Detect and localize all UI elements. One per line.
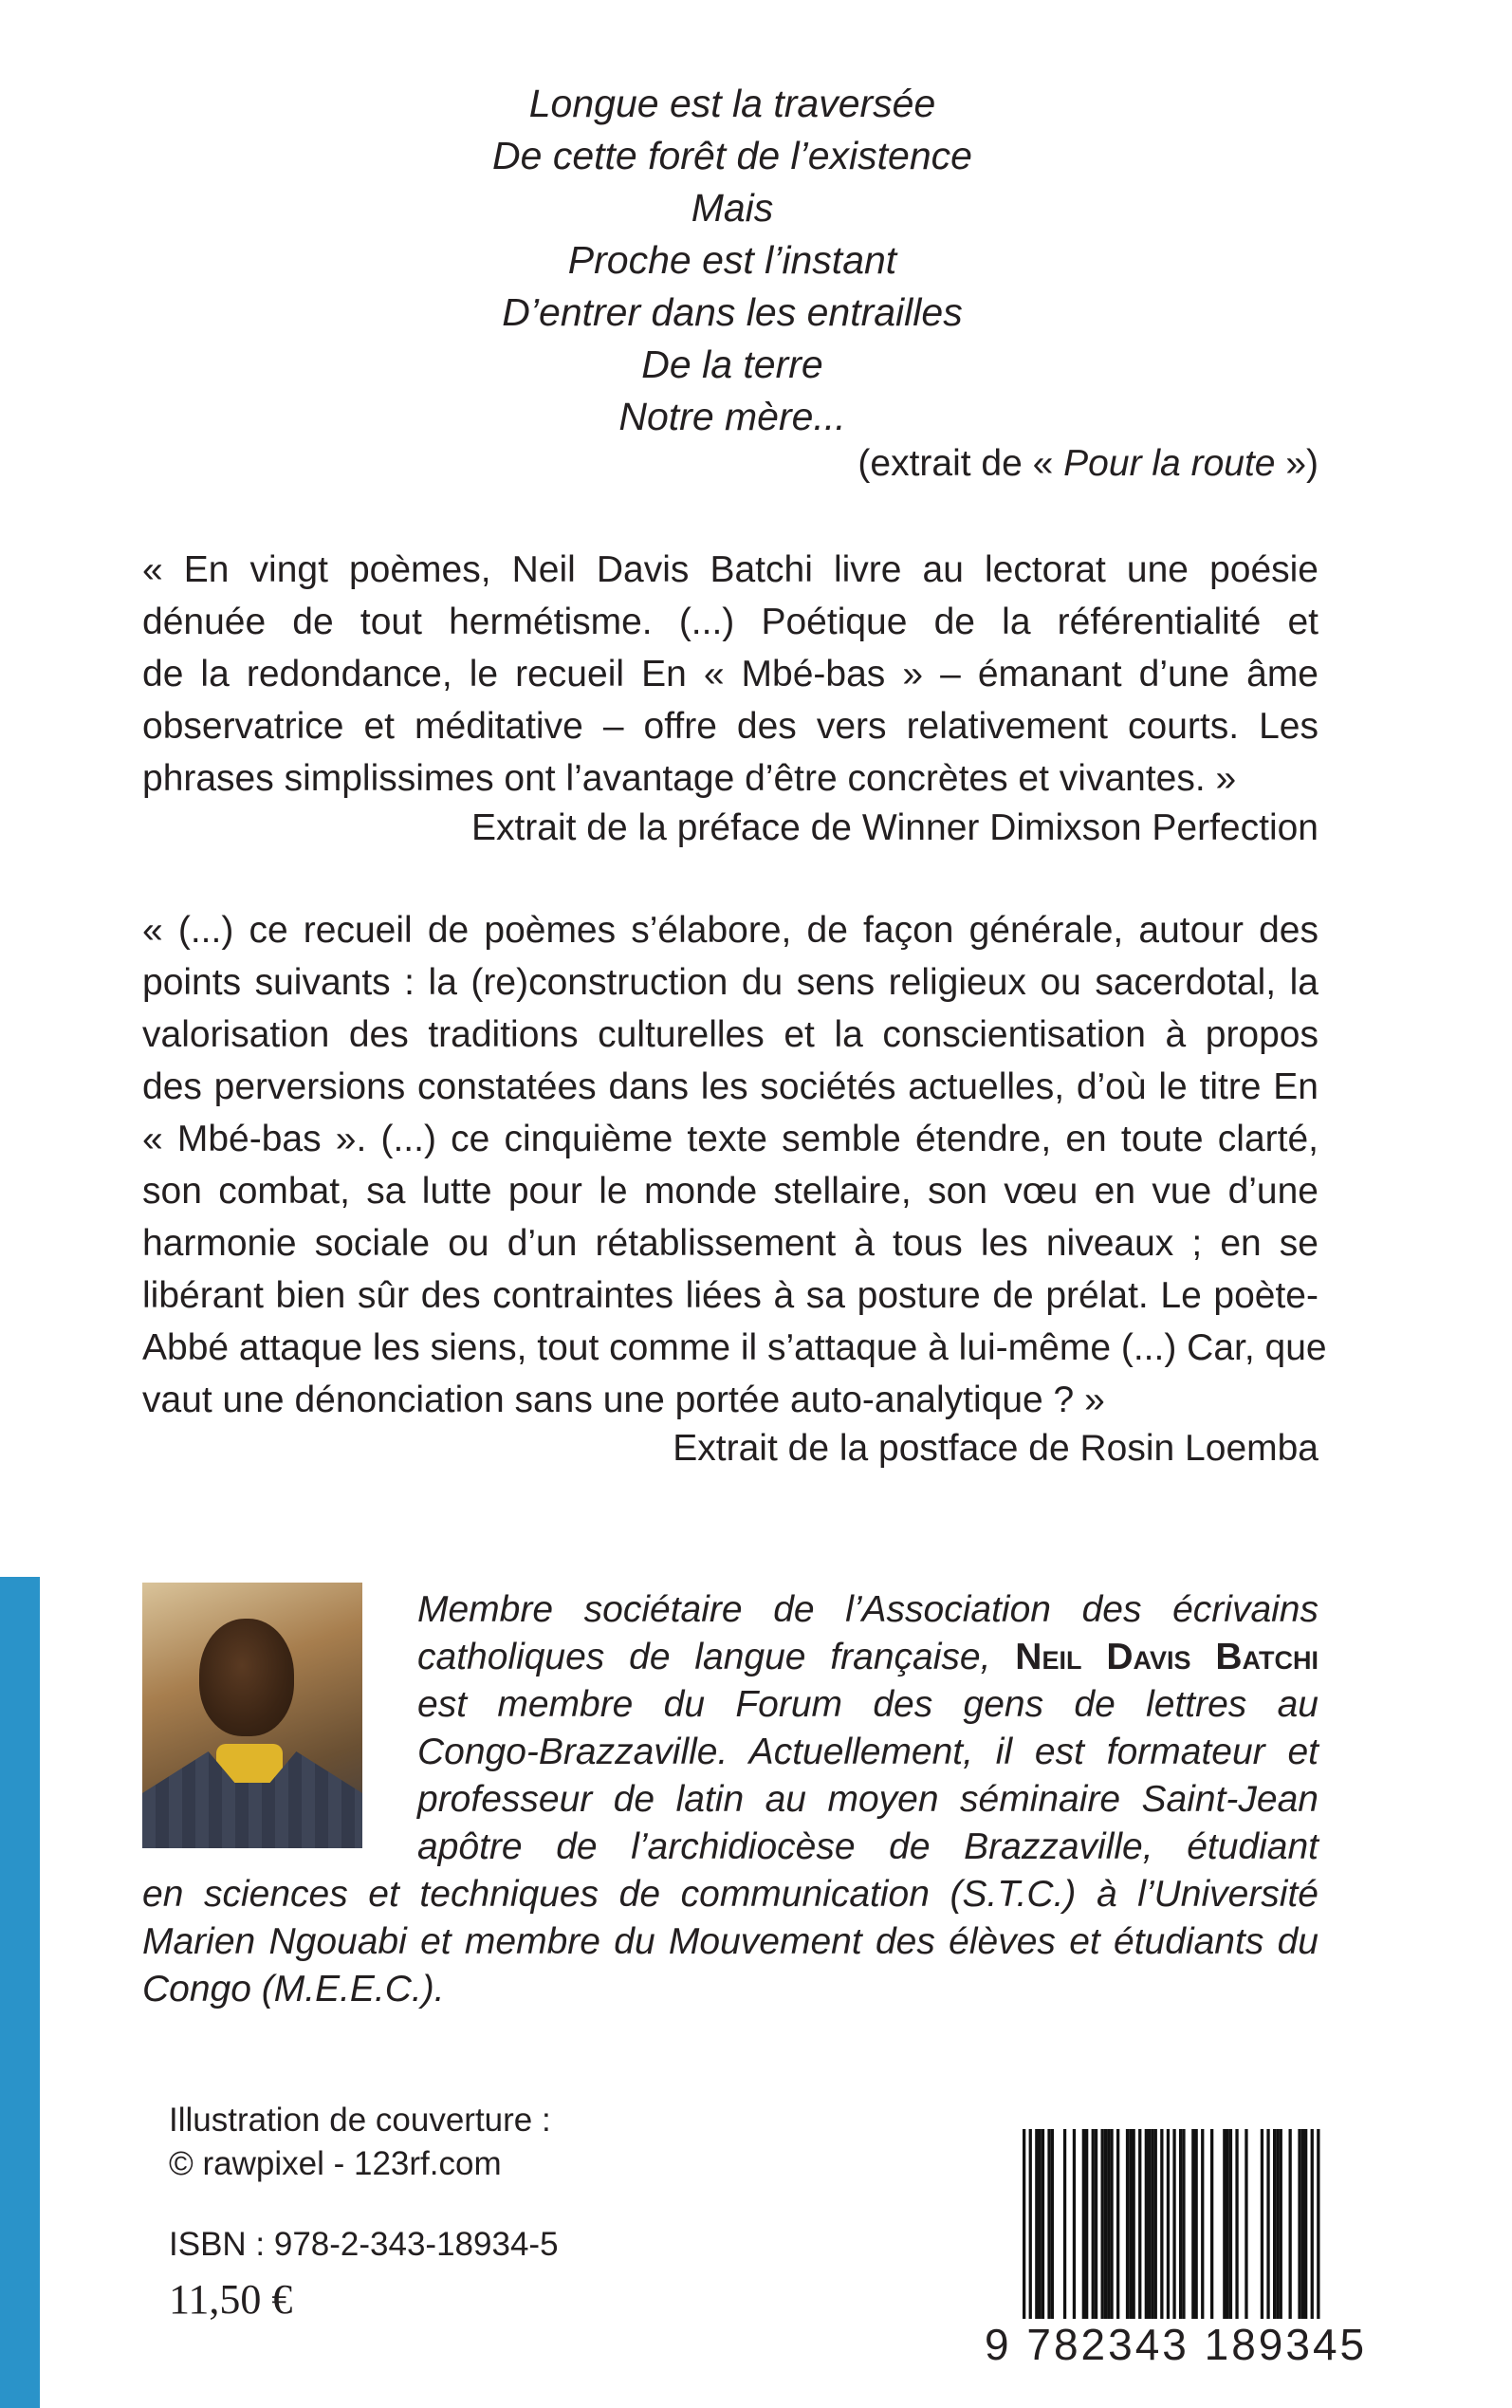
quote-line: « (...) ce recueil de poèmes s’élabore, de façon générale, autour des xyxy=(142,910,1318,951)
barcode-bar xyxy=(1289,2129,1292,2324)
barcode-bar xyxy=(1145,2129,1148,2324)
poem-source-suffix: ») xyxy=(1275,443,1318,484)
quote-line: phrases simplissimes ont l’avantage d’être concrètes et vivantes. » xyxy=(142,758,1237,799)
barcode-bar xyxy=(1201,2129,1204,2324)
quote-line: dénuée de tout hermétisme. (...) Poétique de la référentialité et xyxy=(142,602,1318,642)
barcode-bar xyxy=(1154,2129,1157,2324)
barcode-bar xyxy=(1298,2129,1300,2324)
barcode-bar xyxy=(1276,2129,1279,2324)
bio-line: apôtre de l’archidiocèse de Brazzaville, étudiant xyxy=(417,1826,1318,1867)
postface-quote xyxy=(142,904,1327,1426)
poem-source-prefix: (extrait de « xyxy=(857,443,1064,484)
isbn: ISBN : 978-2-343-18934-5 xyxy=(169,2226,559,2263)
poem-source-title: Pour la route xyxy=(1063,443,1276,484)
barcode-bar xyxy=(1107,2129,1110,2324)
barcode-bar xyxy=(1182,2129,1185,2324)
barcode-bar xyxy=(1051,2129,1054,2324)
bio-line: Congo-Brazzaville. Actuellement, il est formateur et xyxy=(417,1732,1318,1772)
barcode-bar xyxy=(1229,2129,1232,2324)
preface-quote xyxy=(142,544,1318,805)
barcode-bar xyxy=(1148,2129,1151,2324)
poem-line: De la terre xyxy=(641,343,823,386)
barcode-bar xyxy=(1179,2129,1182,2324)
barcode-bar xyxy=(1042,2129,1044,2324)
quote-line: « Mbé-bas ». (...) ce cinquième texte semble étendre, en toute clarté, xyxy=(142,1119,1318,1159)
barcode-bar xyxy=(1129,2129,1132,2324)
barcode-bar xyxy=(1160,2129,1163,2324)
poem-line: Notre mère... xyxy=(618,395,846,438)
quote-line: libérant bien sûr des contraintes liées à sa posture de prélat. Le poète- xyxy=(142,1275,1318,1316)
poem-line: Mais xyxy=(691,186,774,230)
barcode-bar xyxy=(1235,2129,1238,2324)
barcode-bar xyxy=(1095,2129,1097,2324)
author-photo xyxy=(142,1583,362,1848)
bio-line: professeur de latin au moyen séminaire Saint-Jean xyxy=(417,1779,1318,1820)
barcode-bar xyxy=(1301,2129,1304,2324)
barcode-bar xyxy=(1110,2129,1113,2324)
poem-line: Longue est la traversée xyxy=(528,82,936,125)
barcode-bar xyxy=(1266,2129,1269,2324)
barcode-bar xyxy=(1035,2129,1038,2324)
author-bio-continued xyxy=(142,1871,1318,2013)
quote-line: « En vingt poèmes, Neil Davis Batchi livre au lectorat une poésie xyxy=(142,549,1318,590)
accent-bar xyxy=(0,1577,40,2408)
barcode-bar xyxy=(1092,2129,1095,2324)
barcode-bar xyxy=(1304,2129,1307,2324)
barcode-bar xyxy=(1039,2129,1042,2324)
barcode-bar xyxy=(1133,2129,1135,2324)
barcode-bar xyxy=(1073,2129,1076,2324)
cover-credits xyxy=(169,2099,551,2186)
barcode-bar xyxy=(1116,2129,1119,2324)
barcode-digits: 9 782343 189345 xyxy=(985,2320,1368,2369)
poem-line: Proche est l’instant xyxy=(567,238,897,282)
quote-line: Abbé attaque les siens, tout comme il s’attaque à lui-même (...) Car, que xyxy=(142,1327,1327,1368)
barcode-bar xyxy=(1138,2129,1141,2324)
barcode-bar xyxy=(1226,2129,1229,2324)
quote-line: des perversions constatées dans les sociétés actuelles, d’où le titre En xyxy=(142,1066,1318,1107)
barcode-bar xyxy=(1223,2129,1226,2324)
barcode-bar xyxy=(1245,2129,1247,2324)
credits-line: Illustration de couverture : xyxy=(169,2102,551,2139)
bio-line: en sciences et techniques de communication (S.T.C.) à l’Université xyxy=(142,1874,1318,1915)
credits-line: © rawpixel - 123rf.com xyxy=(169,2145,502,2182)
postface-attribution: Extrait de la postface de Rosin Loemba xyxy=(673,1428,1318,1469)
barcode-bar xyxy=(1210,2129,1213,2324)
bio-line: catholiques de langue française, Neil Davis Batchi xyxy=(417,1637,1318,1677)
barcode-bar xyxy=(1280,2129,1282,2324)
quote-line: son combat, sa lutte pour le monde stellaire, son vœu en vue d’une xyxy=(142,1171,1318,1212)
bio-line: Membre sociétaire de l’Association des écrivains xyxy=(417,1589,1318,1630)
quote-line: de la redondance, le recueil En « Mbé-bas » – émanant d’une âme xyxy=(142,654,1318,695)
poem-line: D’entrer dans les entrailles xyxy=(502,290,963,334)
quote-line: points suivants : la (re)construction du sens religieux ou sacerdotal, la xyxy=(142,962,1318,1003)
barcode-bar xyxy=(1082,2129,1085,2324)
barcode-bar xyxy=(1151,2129,1153,2324)
barcode-bar xyxy=(1273,2129,1276,2324)
bio-line: Marien Ngouabi et membre du Mouvement des élèves et étudiants du xyxy=(142,1921,1318,1962)
poem-excerpt xyxy=(360,78,1104,443)
poem-line: De cette forêt de l’existence xyxy=(492,134,972,177)
price: 11,50 € xyxy=(169,2276,293,2323)
bio-line: est membre du Forum des gens de lettres au xyxy=(417,1684,1318,1725)
barcode-bar xyxy=(1047,2129,1050,2324)
bio-line: Congo (M.E.E.C.). xyxy=(142,1969,445,2010)
barcode xyxy=(985,2129,1368,2369)
barcode-bar xyxy=(1101,2129,1104,2324)
poem-source xyxy=(857,440,1318,488)
preface-attribution: Extrait de la préface de Winner Dimixson Perfection xyxy=(470,807,1318,848)
author-name: Neil Davis Batchi xyxy=(1015,1637,1318,1677)
author-bio xyxy=(417,1586,1318,1871)
barcode-bar xyxy=(1126,2129,1129,2324)
quote-line: observatrice et méditative – offre des vers relativement courts. Les xyxy=(142,706,1318,747)
barcode-bar xyxy=(1261,2129,1263,2324)
quote-line: harmonie sociale ou d’un rétablissement à tous les niveaux ; en se xyxy=(142,1223,1318,1264)
quote-line: valorisation des traditions culturelles et la conscientisation à propos xyxy=(142,1014,1318,1055)
barcode-bar xyxy=(1191,2129,1194,2324)
barcode-bar xyxy=(1063,2129,1066,2324)
barcode-bar xyxy=(1104,2129,1107,2324)
quote-line: vaut une dénonciation sans une portée auto-analytique ? » xyxy=(142,1380,1105,1420)
barcode-bar xyxy=(1085,2129,1088,2324)
barcode-bar xyxy=(1195,2129,1198,2324)
